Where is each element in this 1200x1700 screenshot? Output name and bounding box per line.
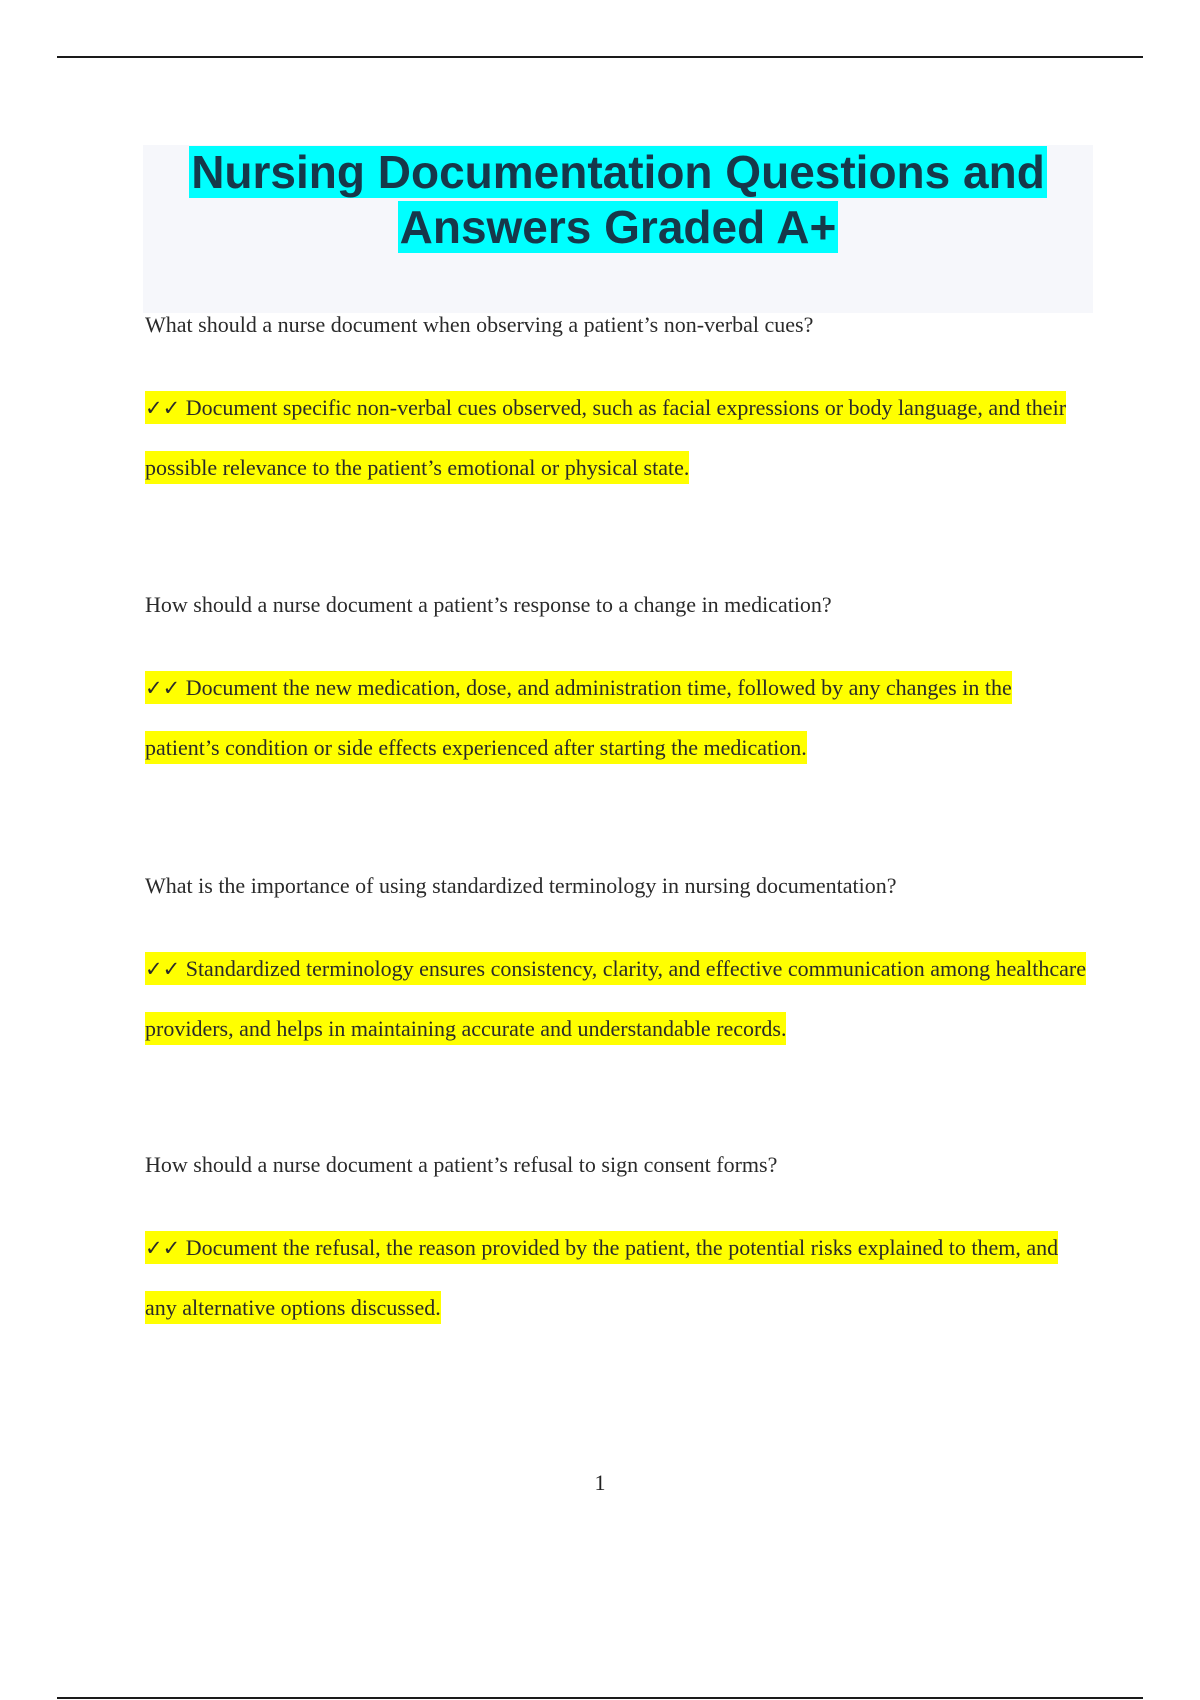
page-number: 1 bbox=[594, 1470, 606, 1495]
title-line-2: Answers Graded A+ bbox=[399, 201, 837, 253]
bottom-rule bbox=[57, 1697, 1143, 1699]
title-line-1: Nursing Documentation Questions and bbox=[191, 146, 1045, 198]
check-mark-icon: ✓✓ bbox=[145, 396, 181, 420]
qa-item-2 bbox=[145, 592, 1090, 778]
qa-item-3 bbox=[145, 873, 1090, 1059]
qa-item-4 bbox=[145, 1152, 1090, 1338]
answer-highlight bbox=[145, 1231, 1058, 1324]
question-text: How should a nurse document a patient’s response to a change in medication? bbox=[145, 592, 832, 617]
check-mark-icon: ✓✓ bbox=[145, 1236, 181, 1260]
answer-body: Standardized terminology ensures consistency, clarity, and effective communication among healthcare providers, and helps in maintaining accurate and understandable records. bbox=[145, 956, 1086, 1041]
question-text: What is the importance of using standardized terminology in nursing documentation? bbox=[145, 873, 897, 898]
answer-body: Document the new medication, dose, and administration time, followed by any changes in the patient’s condition or side effects experienced after starting the medication. bbox=[145, 675, 1012, 760]
answer-highlight bbox=[145, 671, 1012, 764]
answer-text bbox=[145, 1218, 1090, 1338]
question-text: How should a nurse document a patient’s refusal to sign consent forms? bbox=[145, 1152, 778, 1177]
check-mark-icon: ✓✓ bbox=[145, 957, 181, 981]
answer-highlight bbox=[145, 952, 1086, 1045]
answer-body: Document specific non-verbal cues observed, such as facial expressions or body language, and their possible relevance to the patient’s emotional or physical state. bbox=[145, 395, 1067, 480]
answer-body: Document the refusal, the reason provided by the patient, the potential risks explained to them, and any alternative options discussed. bbox=[145, 1235, 1059, 1320]
answer-highlight bbox=[145, 391, 1066, 484]
top-rule bbox=[57, 56, 1143, 58]
question-text: What should a nurse document when observing a patient’s non-verbal cues? bbox=[145, 312, 814, 337]
check-mark-icon: ✓✓ bbox=[145, 676, 181, 700]
answer-text bbox=[145, 939, 1090, 1059]
answer-text bbox=[145, 658, 1090, 778]
qa-item-1 bbox=[145, 312, 1090, 498]
document-title bbox=[143, 145, 1093, 255]
answer-text bbox=[145, 378, 1090, 498]
title-block bbox=[143, 145, 1093, 313]
